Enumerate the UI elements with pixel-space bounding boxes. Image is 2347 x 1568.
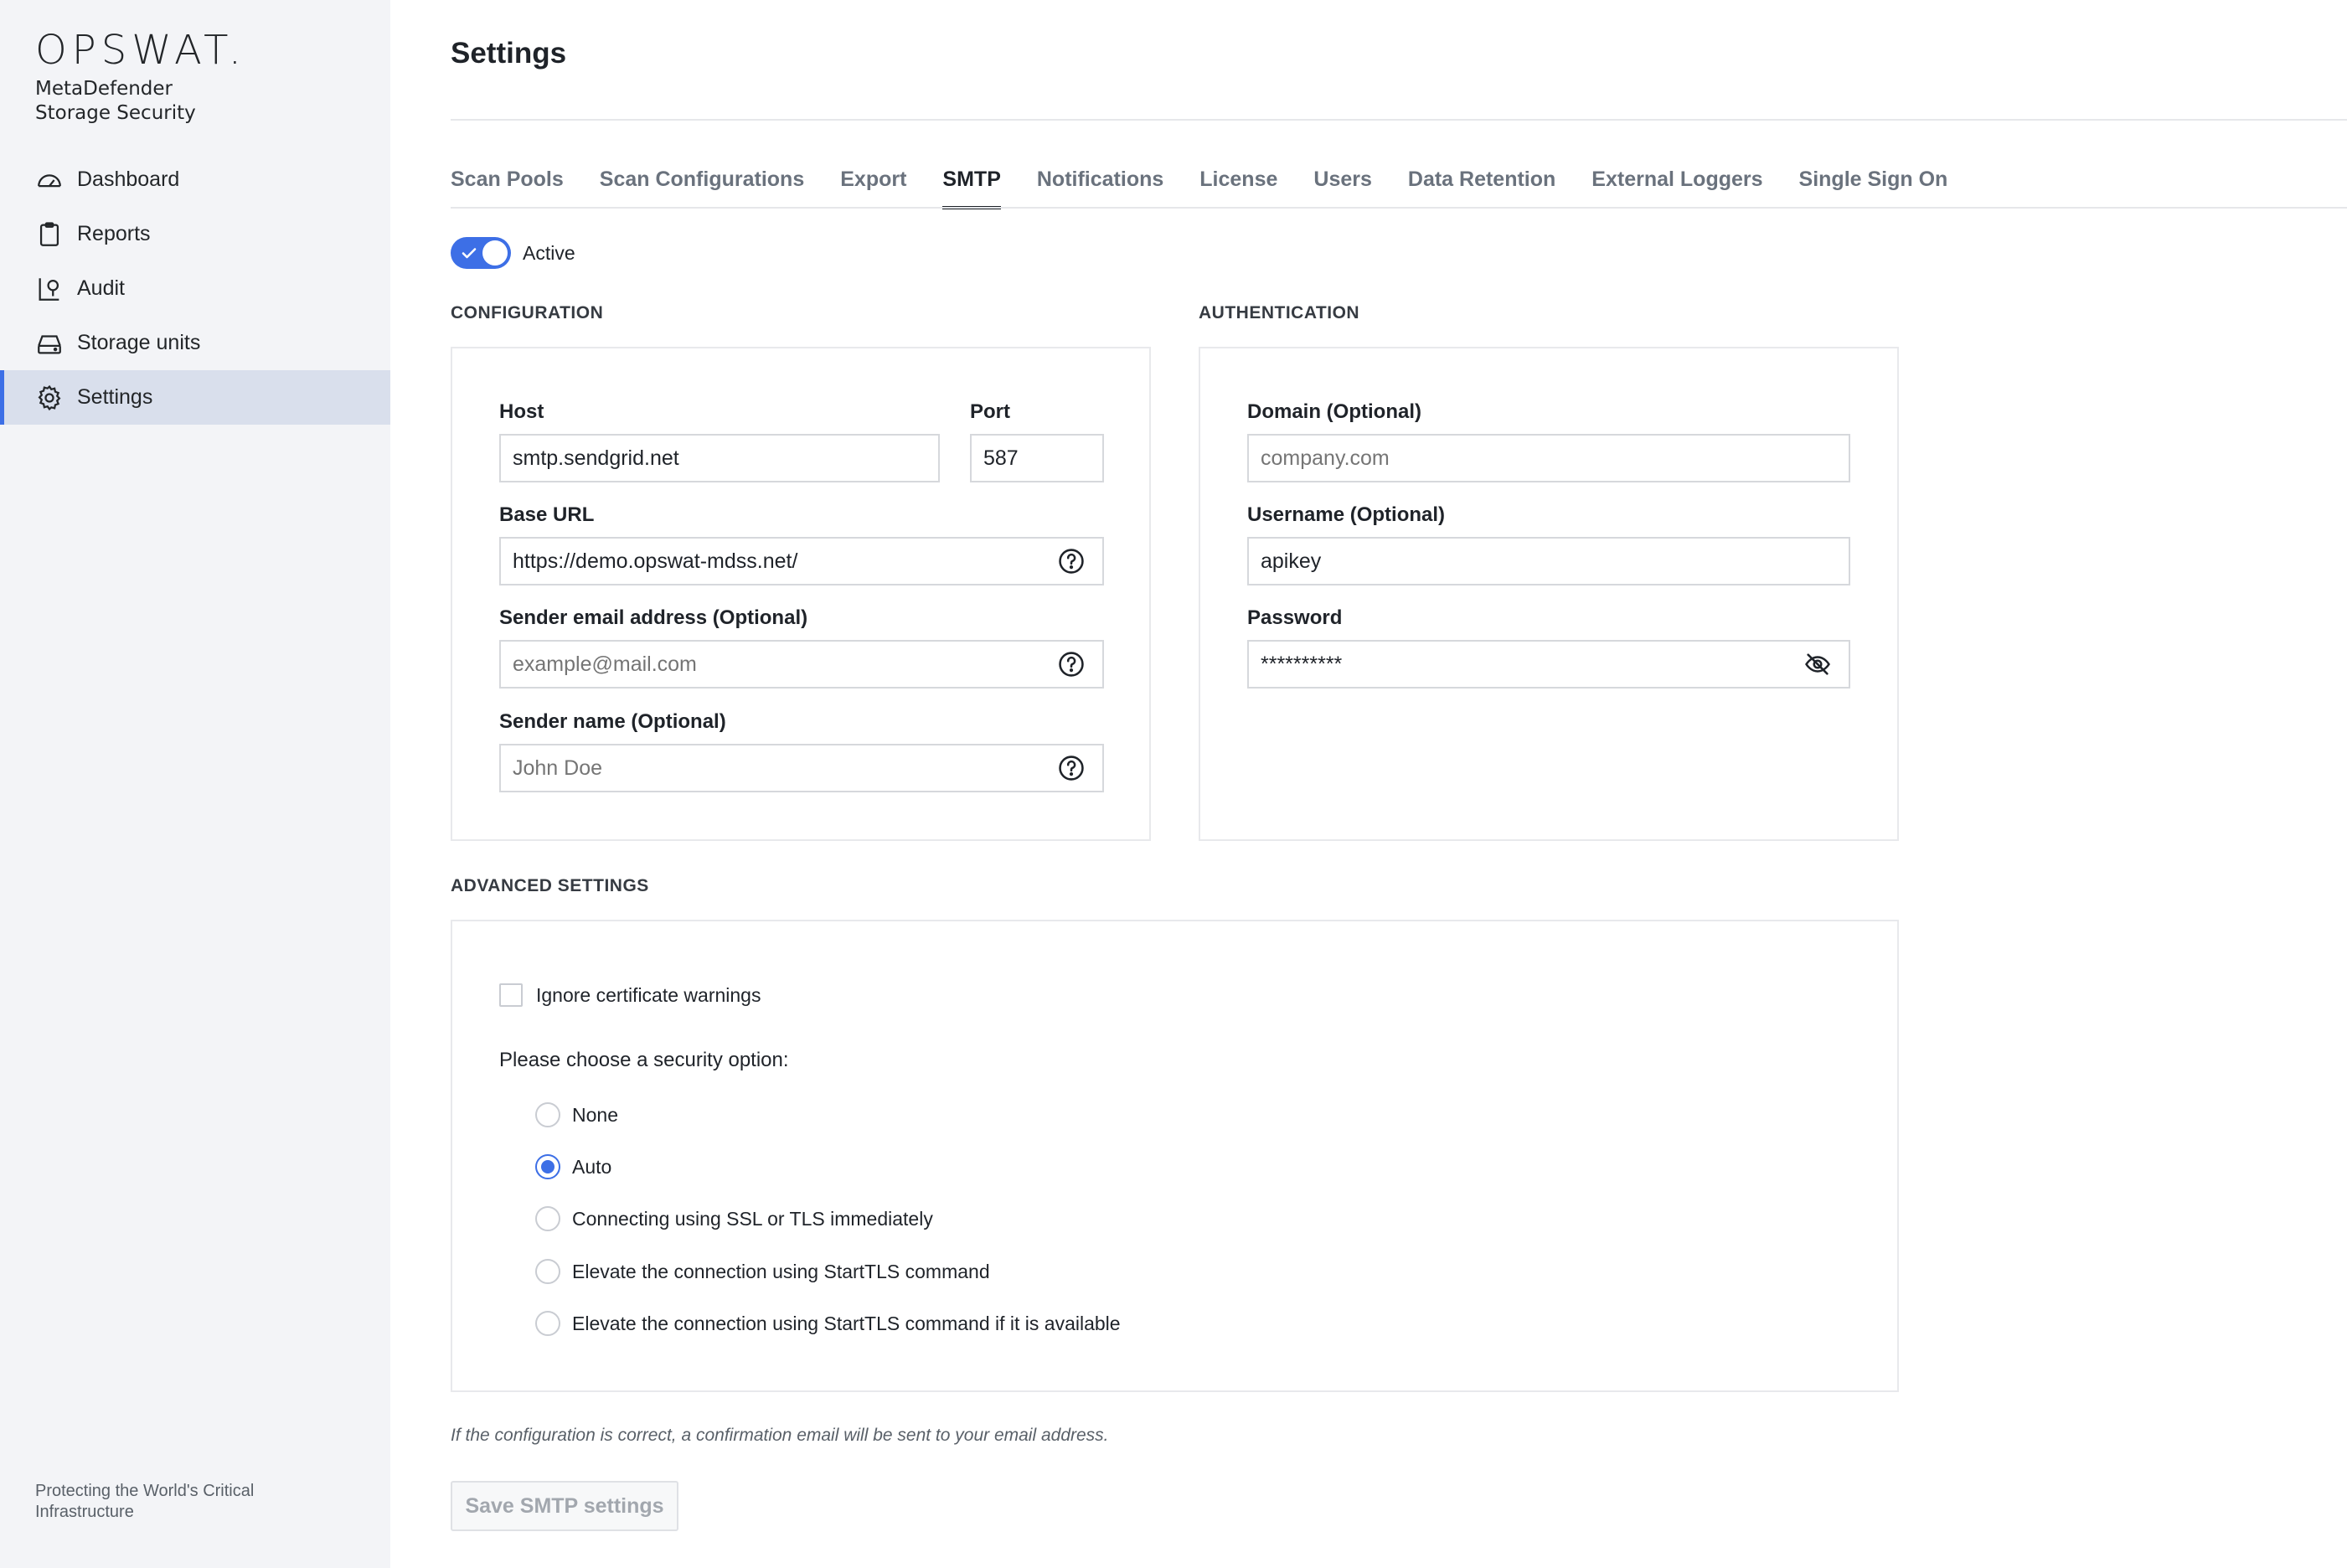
radio-button[interactable] [535,1259,560,1284]
base-url-label: Base URL [499,503,595,526]
username-label: Username (Optional) [1247,503,1446,526]
port-label: Port [970,400,1010,423]
host-input[interactable] [499,434,940,482]
sender-email-label: Sender email address (Optional) [499,606,808,629]
tabs-divider [451,207,2347,209]
help-circle-icon[interactable] [1057,754,1086,782]
dashboard-gauge-icon [35,166,64,194]
radio-label: Auto [572,1155,612,1178]
tab-external-loggers[interactable]: External Loggers [1591,168,1763,191]
password-input[interactable]: ********** [1247,640,1850,689]
sidebar-item-reports[interactable] [0,207,390,261]
sidebar-item-label: Dashboard [77,168,180,191]
username-input[interactable] [1247,537,1850,585]
tab-license[interactable]: License [1199,168,1278,191]
password-label: Password [1247,606,1343,629]
tab-single-sign-on[interactable]: Single Sign On [1798,168,1948,191]
sidebar-item-label: Reports [77,222,151,245]
tab-notifications[interactable]: Notifications [1036,168,1164,191]
configuration-panel [451,347,1151,841]
active-toggle-row [451,237,575,269]
authentication-panel [1199,347,1899,841]
security-option-prompt: Please choose a security option: [499,1049,789,1071]
sender-name-label: Sender name (Optional) [499,710,726,733]
radio-label: Connecting using SSL or TLS immediately [572,1207,933,1230]
ignore-cert-warnings-checkbox-row[interactable] [499,983,761,1007]
radio-label: Elevate the connection using StartTLS command [572,1260,990,1282]
radio-button[interactable] [535,1311,560,1336]
title-divider [451,119,2347,121]
confirmation-note: If the configuration is correct, a confirmation email will be sent to your email address. [451,1426,1109,1445]
radio-button[interactable] [535,1102,560,1127]
sidebar-item-label: Settings [77,385,153,409]
radio-button[interactable] [535,1154,560,1179]
domain-label: Domain (Optional) [1247,400,1421,423]
tab-users[interactable]: Users [1313,168,1372,191]
sidebar-tagline: Protecting the World's Critical Infrastructure [35,1482,255,1521]
port-input[interactable] [970,434,1104,482]
save-smtp-settings-button[interactable]: Save SMTP settings [451,1481,678,1531]
opswat-logo[interactable] [35,27,247,126]
product-name-line1: MetaDefender [35,78,173,100]
sidebar-item-settings[interactable] [0,370,390,425]
help-circle-icon[interactable] [1057,547,1086,575]
tab-scan-configurations[interactable]: Scan Configurations [599,168,805,191]
sidebar-item-dashboard[interactable] [0,152,390,207]
product-name-line2: Storage Security [35,102,196,124]
base-url-input[interactable] [499,537,1104,585]
storage-drive-icon [35,329,64,358]
active-toggle[interactable] [451,237,511,269]
toggle-knob [482,240,508,266]
advanced-settings-panel [451,920,1899,1392]
authentication-section-title: AUTHENTICATION [1199,303,1360,322]
security-option-auto[interactable] [535,1154,611,1179]
eye-off-icon[interactable] [1803,650,1832,678]
radio-button[interactable] [535,1206,560,1231]
tab-smtp[interactable]: SMTP [942,152,1000,208]
security-option-none[interactable] [535,1102,618,1127]
host-label: Host [499,400,544,423]
logo-wordmark: OPSWAT. [35,27,247,74]
audit-icon [35,275,64,303]
page-title: Settings [451,37,567,70]
settings-tabs [451,152,1983,208]
sidebar-item-audit[interactable] [0,261,390,316]
clipboard-icon [35,220,64,249]
security-option-starttls-if-available[interactable] [535,1311,1121,1336]
sidebar-item-label: Audit [77,276,125,300]
ignore-cert-warnings-label: Ignore certificate warnings [536,983,761,1006]
security-option-ssl-tls[interactable] [535,1206,933,1231]
checkmark-icon [459,243,479,263]
sender-name-input[interactable] [499,744,1104,792]
radio-label: Elevate the connection using StartTLS command if it is available [572,1312,1121,1334]
sidebar-item-label: Storage units [77,331,201,354]
gear-icon [35,384,64,412]
tab-data-retention[interactable]: Data Retention [1407,168,1556,191]
active-label: Active [523,241,575,264]
ignore-cert-warnings-checkbox[interactable] [499,983,523,1007]
sender-email-input[interactable] [499,640,1104,689]
sidebar-nav [0,152,390,425]
configuration-section-title: CONFIGURATION [451,303,604,322]
tab-scan-pools[interactable]: Scan Pools [451,168,564,191]
help-circle-icon[interactable] [1057,650,1086,678]
radio-label: None [572,1103,618,1126]
sidebar [0,0,390,1568]
tab-export[interactable]: Export [840,168,907,191]
advanced-settings-section-title: ADVANCED SETTINGS [451,876,649,895]
security-option-starttls[interactable] [535,1259,990,1284]
domain-input[interactable] [1247,434,1850,482]
sidebar-item-storage-units[interactable] [0,316,390,370]
